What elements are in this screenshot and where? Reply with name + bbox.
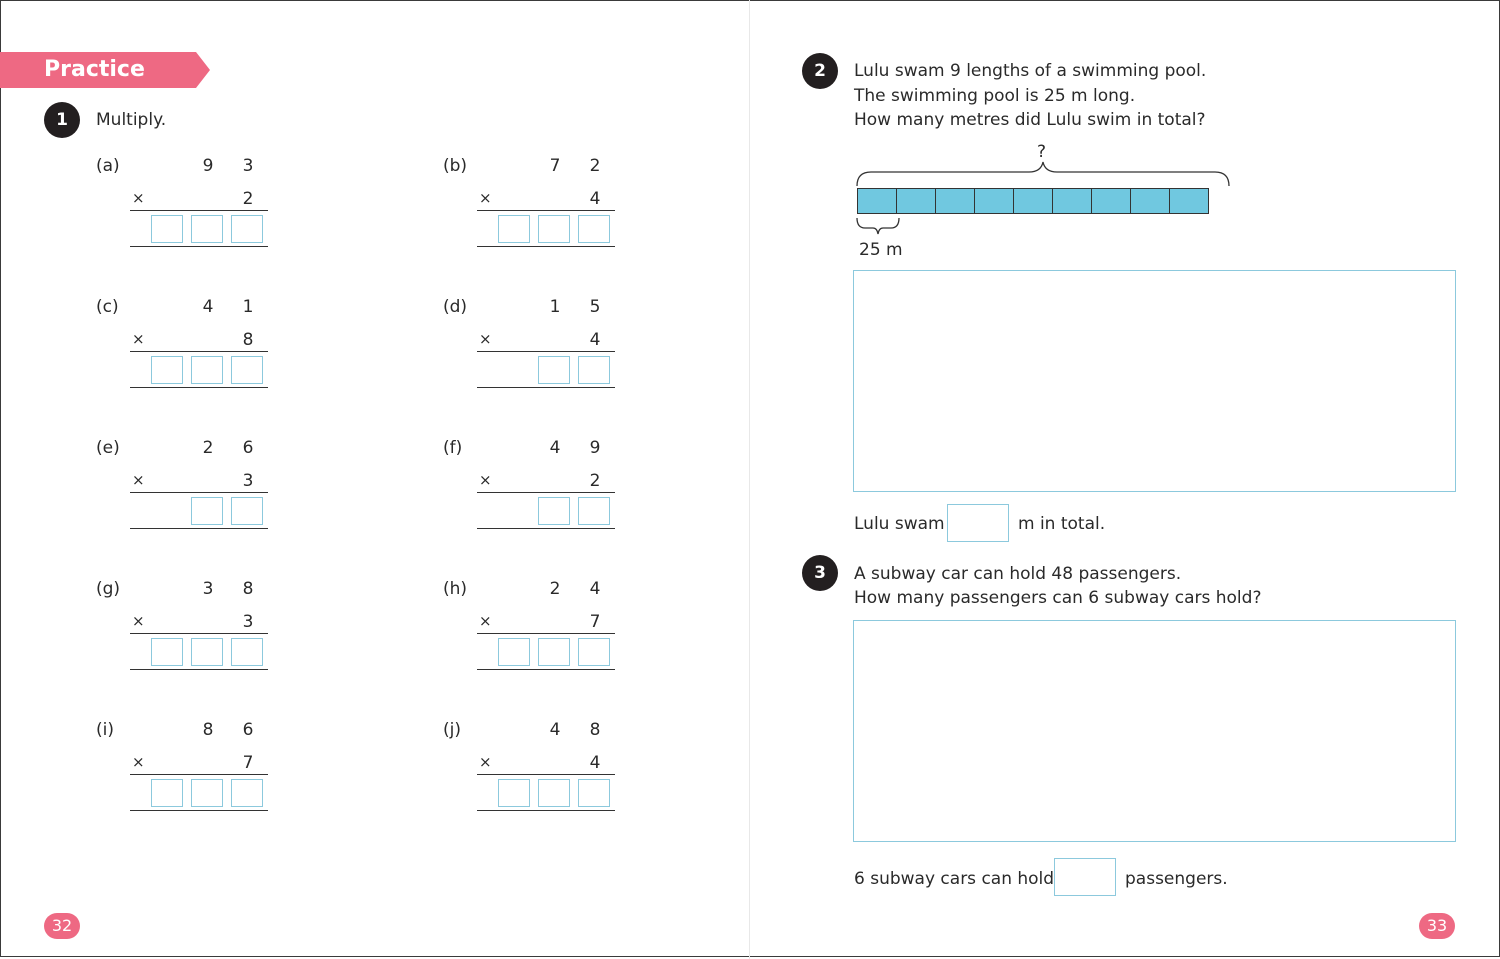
tens-digit: 1 xyxy=(549,297,561,317)
tens-digit: 7 xyxy=(549,156,561,176)
bar-segment xyxy=(896,188,936,214)
bar-segment xyxy=(935,188,975,214)
problem-label: (j) xyxy=(443,720,461,740)
operation-line xyxy=(477,210,615,211)
bar-segment xyxy=(1052,188,1092,214)
problem-label: (g) xyxy=(96,579,121,599)
question-2-answer-prefix: Lulu swam xyxy=(854,514,945,534)
times-sign: × xyxy=(479,612,492,630)
bar-segment xyxy=(1013,188,1053,214)
problem-b xyxy=(443,156,703,266)
question-2-line-3: How many metres did Lulu swim in total? xyxy=(854,110,1206,130)
tens-digit: 2 xyxy=(202,438,214,458)
segment-brace xyxy=(855,216,901,236)
book-spine xyxy=(749,0,750,959)
tens-digit: 4 xyxy=(202,297,214,317)
question-3-answer-prefix: 6 subway cars can hold xyxy=(854,869,1055,889)
page-number-left: 32 xyxy=(44,913,80,939)
answer-digit-box[interactable] xyxy=(231,215,263,243)
answer-digit-box[interactable] xyxy=(538,497,570,525)
problem-label: (b) xyxy=(443,156,468,176)
answer-digit-box[interactable] xyxy=(578,215,610,243)
times-sign: × xyxy=(132,189,145,207)
bar-segment xyxy=(1130,188,1170,214)
problem-label: (h) xyxy=(443,579,468,599)
question-2-working-box[interactable] xyxy=(853,270,1456,492)
answer-digit-box[interactable] xyxy=(191,638,223,666)
question-2-line-2: The swimming pool is 25 m long. xyxy=(854,86,1136,106)
ones-digit: 9 xyxy=(589,438,601,458)
answer-digit-box[interactable] xyxy=(151,356,183,384)
question-3-working-box[interactable] xyxy=(853,620,1456,842)
ones-digit: 6 xyxy=(242,438,254,458)
problem-d xyxy=(443,297,703,407)
multiplier-digit: 2 xyxy=(242,189,254,209)
problem-a xyxy=(96,156,356,266)
question-2-badge: 2 xyxy=(802,53,838,89)
question-1-badge: 1 xyxy=(44,102,80,138)
tens-digit: 4 xyxy=(549,438,561,458)
answer-underline xyxy=(477,669,615,670)
problem-j xyxy=(443,720,703,830)
page-number-right: 33 xyxy=(1419,913,1455,939)
operation-line xyxy=(130,210,268,211)
times-sign: × xyxy=(132,330,145,348)
problem-label: (d) xyxy=(443,297,468,317)
ones-digit: 5 xyxy=(589,297,601,317)
operation-line xyxy=(130,492,268,493)
problem-e xyxy=(96,438,356,548)
multiplier-digit: 4 xyxy=(589,189,601,209)
tens-digit: 3 xyxy=(202,579,214,599)
problem-label: (i) xyxy=(96,720,114,740)
answer-digit-box[interactable] xyxy=(538,638,570,666)
operation-line xyxy=(477,492,615,493)
operation-line xyxy=(130,351,268,352)
problem-label: (e) xyxy=(96,438,120,458)
answer-underline xyxy=(477,528,615,529)
operation-line xyxy=(130,633,268,634)
multiplier-digit: 3 xyxy=(242,612,254,632)
answer-digit-box[interactable] xyxy=(151,779,183,807)
ones-digit: 1 xyxy=(242,297,254,317)
answer-underline xyxy=(130,246,268,247)
multiplier-digit: 8 xyxy=(242,330,254,350)
answer-digit-box[interactable] xyxy=(191,779,223,807)
answer-digit-box[interactable] xyxy=(578,779,610,807)
answer-underline xyxy=(477,387,615,388)
question-2-line-1: Lulu swam 9 lengths of a swimming pool. xyxy=(854,61,1207,81)
question-2-answer-suffix: m in total. xyxy=(1018,514,1106,534)
answer-digit-box[interactable] xyxy=(498,215,530,243)
tens-digit: 9 xyxy=(202,156,214,176)
multiplier-digit: 7 xyxy=(242,753,254,773)
question-3-line-2: How many passengers can 6 subway cars hold? xyxy=(854,588,1262,608)
bar-model xyxy=(857,188,1209,214)
answer-underline xyxy=(477,246,615,247)
bar-segment xyxy=(1091,188,1131,214)
problem-i xyxy=(96,720,356,830)
answer-underline xyxy=(477,810,615,811)
question-3-badge: 3 xyxy=(802,555,838,591)
operation-line xyxy=(130,774,268,775)
question-3-answer-box[interactable] xyxy=(1054,858,1116,896)
answer-underline xyxy=(130,669,268,670)
question-2-answer-box[interactable] xyxy=(947,504,1009,542)
practice-banner: Practice xyxy=(0,52,196,88)
ones-digit: 8 xyxy=(242,579,254,599)
bar-segment xyxy=(857,188,897,214)
tens-digit: 4 xyxy=(549,720,561,740)
tens-digit: 8 xyxy=(202,720,214,740)
answer-digit-box[interactable] xyxy=(578,356,610,384)
answer-digit-box[interactable] xyxy=(578,497,610,525)
answer-digit-box[interactable] xyxy=(191,215,223,243)
answer-digit-box[interactable] xyxy=(498,638,530,666)
bar-segment xyxy=(974,188,1014,214)
answer-digit-box[interactable] xyxy=(231,638,263,666)
answer-underline xyxy=(130,810,268,811)
answer-digit-box[interactable] xyxy=(191,497,223,525)
answer-underline xyxy=(130,528,268,529)
ones-digit: 8 xyxy=(589,720,601,740)
answer-underline xyxy=(130,387,268,388)
multiplier-digit: 7 xyxy=(589,612,601,632)
answer-digit-box[interactable] xyxy=(191,356,223,384)
problem-f xyxy=(443,438,703,548)
ones-digit: 2 xyxy=(589,156,601,176)
problem-label: (a) xyxy=(96,156,120,176)
times-sign: × xyxy=(132,612,145,630)
problem-label: (f) xyxy=(443,438,463,458)
times-sign: × xyxy=(479,471,492,489)
times-sign: × xyxy=(479,330,492,348)
answer-digit-box[interactable] xyxy=(538,779,570,807)
ones-digit: 6 xyxy=(242,720,254,740)
answer-digit-box[interactable] xyxy=(538,356,570,384)
tens-digit: 2 xyxy=(549,579,561,599)
segment-label: 25 m xyxy=(859,240,903,260)
problem-g xyxy=(96,579,356,689)
answer-digit-box[interactable] xyxy=(538,215,570,243)
times-sign: × xyxy=(479,753,492,771)
times-sign: × xyxy=(479,189,492,207)
bar-segment xyxy=(1169,188,1209,214)
operation-line xyxy=(477,633,615,634)
ones-digit: 3 xyxy=(242,156,254,176)
multiplier-digit: 4 xyxy=(589,330,601,350)
answer-digit-box[interactable] xyxy=(231,356,263,384)
answer-digit-box[interactable] xyxy=(231,779,263,807)
times-sign: × xyxy=(132,753,145,771)
operation-line xyxy=(477,774,615,775)
multiplier-digit: 4 xyxy=(589,753,601,773)
total-brace xyxy=(855,160,1231,188)
problem-c xyxy=(96,297,356,407)
question-3-answer-suffix: passengers. xyxy=(1125,869,1228,889)
question-1-instruction: Multiply. xyxy=(96,110,167,130)
multiplier-digit: 3 xyxy=(242,471,254,491)
multiplier-digit: 2 xyxy=(589,471,601,491)
answer-digit-box[interactable] xyxy=(151,215,183,243)
answer-digit-box[interactable] xyxy=(151,638,183,666)
ones-digit: 4 xyxy=(589,579,601,599)
operation-line xyxy=(477,351,615,352)
problem-h xyxy=(443,579,703,689)
bar-total-label: ? xyxy=(1037,142,1047,162)
answer-digit-box[interactable] xyxy=(498,779,530,807)
times-sign: × xyxy=(132,471,145,489)
answer-digit-box[interactable] xyxy=(578,638,610,666)
answer-digit-box[interactable] xyxy=(231,497,263,525)
question-3-line-1: A subway car can hold 48 passengers. xyxy=(854,564,1182,584)
problem-label: (c) xyxy=(96,297,119,317)
